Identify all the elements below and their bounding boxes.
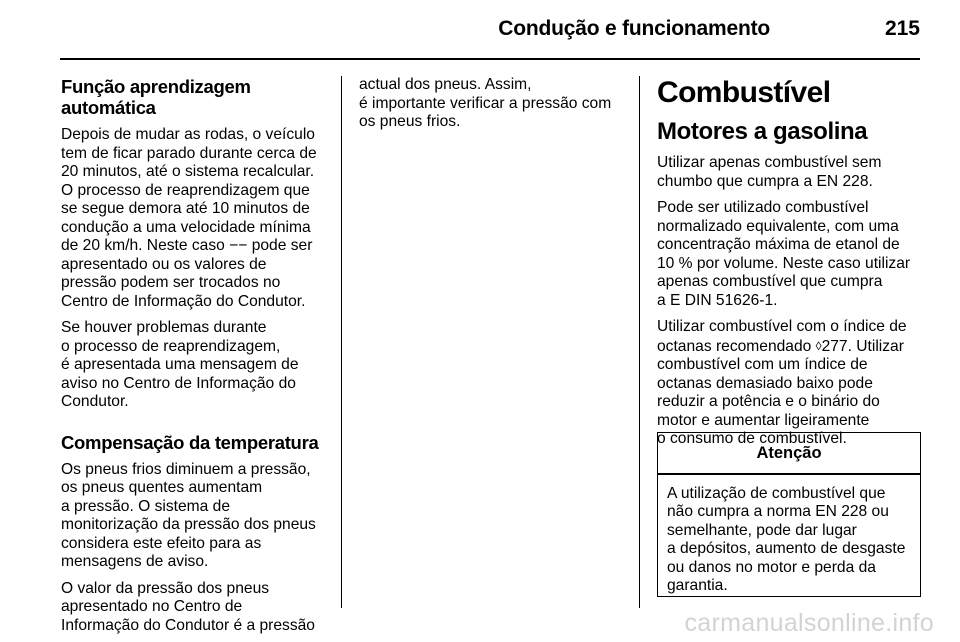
column-1 <box>61 76 331 635</box>
paragraph-auto-learning-1: Depois de mudar as rodas, o veículo tem de ficar parado durante cerca de 20 minutos, até o sistema recalcular. O processo de reaprendizagem que se segue demora até 10 minutos de condução a uma velocidade mínima de 20 km/h. Neste caso −− pode ser apresentado ou os valores de pressão podem ser trocados no Centro de Informação do Condutor. <box>61 126 317 310</box>
caution-box <box>657 432 921 597</box>
paragraph-fuel-1: Utilizar apenas combustível sem chumbo que cumpra a EN 228. <box>657 154 882 190</box>
column-divider-1 <box>341 76 342 608</box>
watermark: carmanualsonline.info <box>684 609 934 637</box>
column-divider-2 <box>639 76 640 608</box>
section-heading-petrol-engines: Motores a gasolina <box>657 118 868 145</box>
paragraph-auto-learning-2: Se houver problemas durante o processo de reaprendizagem, é apresentada uma mensagem de aviso no Centro de Informação do Condutor. <box>61 319 299 410</box>
paragraph-fuel-2: Pode ser utilizado combustível normalizado equivalente, com uma concentração máxima de etanol de 10 % por volume. Neste caso utilizar apenas combustível que cumpra a E DIN 51626-1. <box>657 199 911 309</box>
paragraph-temperature-2: O valor da pressão dos pneus apresentado no Centro de Informação do Condutor é a pressão <box>61 579 315 634</box>
column-3 <box>657 76 923 449</box>
caution-body: A utilização de combustível que não cumpra a norma EN 228 ou semelhante, pode dar lugar a depósitos, aumento de desgaste ou danos no motor e perda da garantia. <box>667 484 906 594</box>
caution-title: Atenção <box>756 444 822 462</box>
paragraph-temperature-1: Os pneus frios diminuem a pressão, os pneus quentes aumentam a pressão. O sistema de monitorização da pressão dos pneus considera este efeito para as mensagens de aviso. <box>61 460 316 570</box>
header-divider <box>60 58 920 60</box>
section-title-temperature: Compensação da temperatura <box>61 431 319 453</box>
chapter-heading-fuel: Combustível <box>657 76 831 109</box>
page-number: 215 <box>884 17 920 40</box>
paragraph-fuel-3-start: Utilizar combustível com o índice de octanas recomendado <box>657 318 907 355</box>
paragraph-fuel-3-end: . Utilizar combustível com um índice de octanas demasiado baixo pode reduzir a potência e o binário do motor e aumentar ligeiramente o consumo de combustível. <box>657 337 904 447</box>
paragraph-fuel-3 <box>657 318 923 449</box>
page-reference-link[interactable]: 277 <box>821 337 848 355</box>
header-title: Condução e funcionamento <box>498 17 770 40</box>
page-reference-icon: ◊ <box>815 338 822 353</box>
section-title-auto-learning: Função aprendizagem automática <box>61 76 251 118</box>
column-2 <box>359 76 624 132</box>
paragraph-continuation: actual dos pneus. Assim, é importante verificar a pressão com os pneus frios. <box>359 76 612 130</box>
